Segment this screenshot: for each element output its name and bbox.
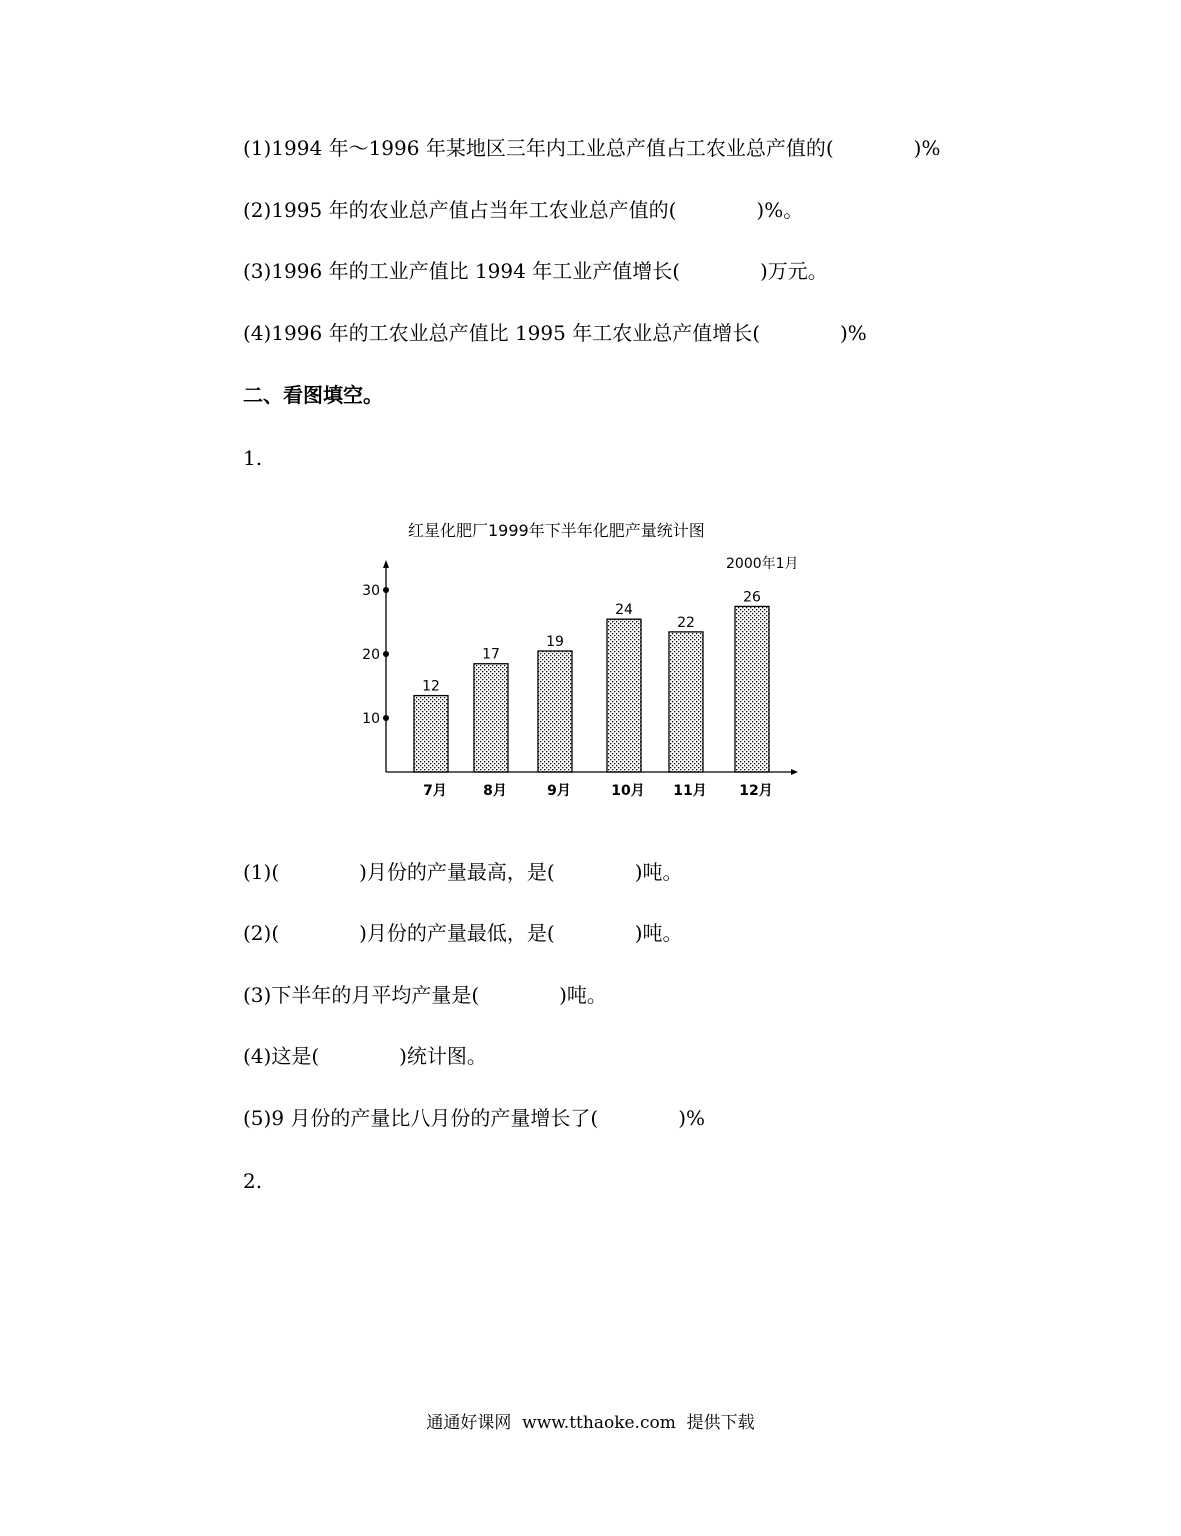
bar-value-label: 19: [546, 634, 564, 651]
bar-7月: [414, 696, 448, 772]
bar-9月: [538, 651, 572, 772]
x-tick-label: 10月: [611, 783, 645, 799]
question-1-2: (2)1995 年的农业总产值占当年工农业总产值的( )%。: [243, 198, 804, 222]
y-tick-label: 30: [362, 583, 380, 599]
section-heading: 二、看图填空。: [243, 383, 383, 407]
item-number-1: 1.: [243, 446, 263, 470]
question-1-1: (1)1994 年～1996 年某地区三年内工业总产值占工农业总产值的( )%: [243, 136, 941, 160]
question-2-2: (2)( )月份的产量最低，是( )吨。: [243, 921, 683, 945]
y-tick-label: 20: [362, 647, 380, 663]
bar-12月: [735, 606, 769, 772]
chart-title: 红星化肥厂1999年下半年化肥产量统计图: [408, 521, 705, 540]
y-axis-arrow: [383, 560, 389, 568]
bar-10月: [607, 619, 641, 772]
y-tick-dot: [383, 715, 389, 721]
bar-value-label: 22: [677, 614, 695, 631]
question-1-4: (4)1996 年的工农业总产值比 1995 年工农业总产值增长( )%: [243, 321, 867, 345]
bar-value-label: 24: [615, 602, 633, 619]
question-2-4: (4)这是( )统计图。: [243, 1044, 487, 1068]
question-2-1: (1)( )月份的产量最高，是( )吨。: [243, 860, 683, 884]
bar-value-label: 26: [743, 589, 761, 606]
x-tick-label: 9月: [547, 783, 571, 799]
bar-chart: [340, 505, 820, 805]
item-number-2: 2.: [243, 1169, 263, 1193]
bar-8月: [474, 664, 508, 772]
question-2-3: (3)下半年的月平均产量是( )吨。: [243, 983, 607, 1007]
x-tick-label: 12月: [739, 783, 773, 799]
footer: 通通好课网 www.tthaoke.com 提供下载: [426, 1413, 755, 1433]
bar-11月: [669, 632, 703, 772]
y-tick-dot: [383, 587, 389, 593]
x-tick-label: 7月: [423, 783, 447, 799]
x-tick-label: 8月: [483, 783, 507, 799]
question-1-3: (3)1996 年的工业产值比 1994 年工业产值增长( )万元。: [243, 259, 828, 283]
y-tick-label: 10: [362, 711, 380, 727]
bar-value-label: 12: [422, 678, 440, 695]
bar-value-label: 17: [482, 646, 500, 663]
y-tick-dot: [383, 651, 389, 657]
question-2-5: (5)9 月份的产量比八月份的产量增长了( )%: [243, 1106, 706, 1130]
x-tick-label: 11月: [673, 783, 707, 799]
chart-subtitle: 2000年1月: [726, 556, 799, 572]
x-axis-arrow: [791, 769, 798, 775]
